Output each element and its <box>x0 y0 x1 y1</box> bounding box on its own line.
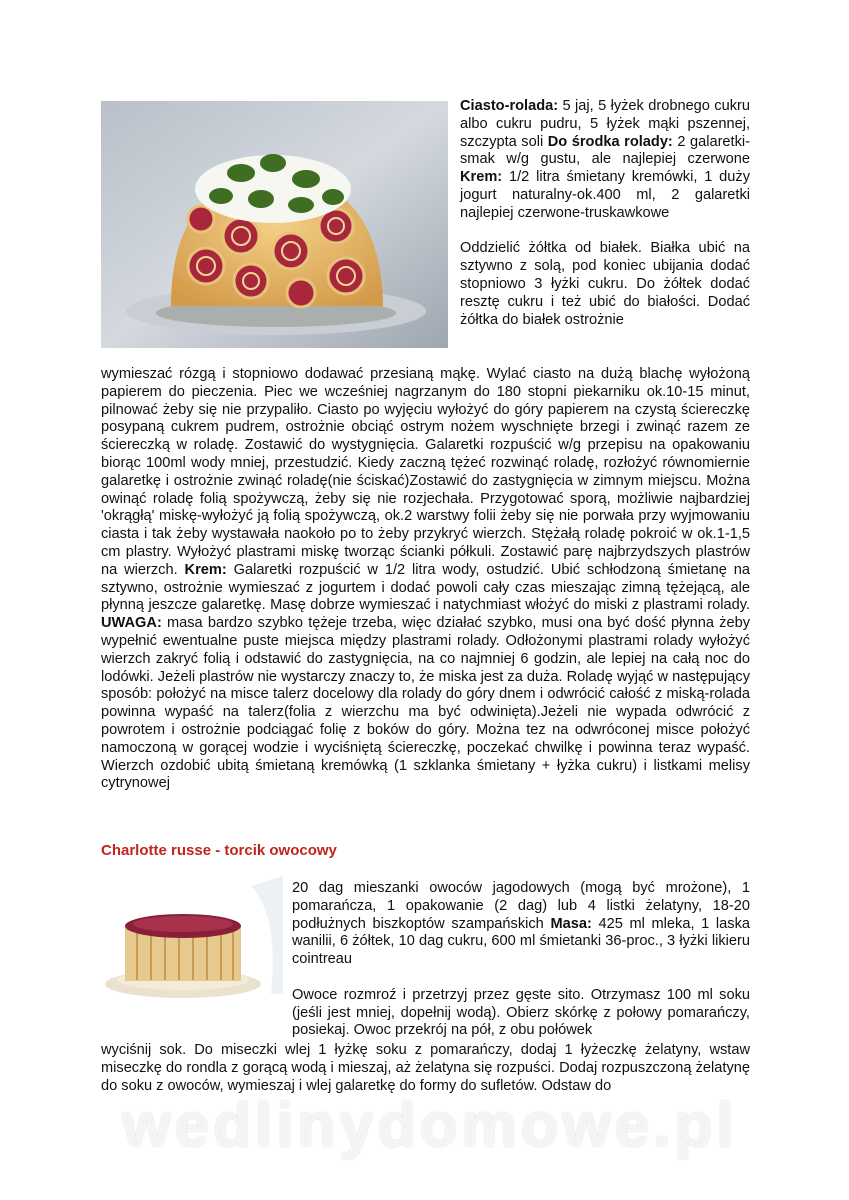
charlotte-method-start: Owoce rozmroź i przetrzyj przez gęste sito. Otrzymasz 100 ml soku (jeśli jest mniej, dopełnij wodą). Obierz skórkę z połowy pomarańczy, posiekaj. Owoc przekrój na pół, z obu połówek <box>292 986 750 1039</box>
roulade-ingredients-and-intro <box>460 98 750 329</box>
charlotte-cake-illustration <box>101 876 283 1004</box>
roulade-ingredients: Ciasto-rolada: 5 jaj, 5 łyżek drobnego cukru albo cukru pudru, 5 łyżek mąki pszennej, szczypta soli Do środka rolady: 2 galaretki-smak w/g gustu, ale najlepiej czerwone Krem: 1/2 litra śmietany kremówki, 1 duży jogurt naturalny-ok.400 ml, 2 galaretki najlepiej czerwone-truskawkowe <box>460 98 751 221</box>
warning-label: UWAGA: <box>101 615 162 632</box>
roulade-cake-illustration <box>101 101 448 348</box>
charlotte-heading: Charlotte russe - torcik owocowy <box>101 842 337 859</box>
charlotte-ingredients-and-intro <box>292 880 750 1040</box>
roulade-cake-photo <box>101 101 448 348</box>
roulade-method-start: Oddzielić żółtka od białek. Białka ubić na sztywno z solą, pod koniec ubijania dodać stopniowo 3 łyżki cukru. Do żółtek dodać resztę cukru i też ubić do białości. Dodać żółtka do białek ostrożnie <box>460 240 750 328</box>
roulade-method-continued: wymieszać rózgą i stopniowo dodawać przesianą mąkę. Wylać ciasto na dużą blachę wyłożoną papierem do pieczenia. Piec we wcześniej nagrzanym do 180 stopni piekarniku ok.10-15 minut, pilnować żeby się nie przypaliło. Ciasto po wyjęciu wyłożyć do góry papierem na czystą ściereczkę posypaną cukrem pudrem, ostrożnie obciąć ostrym nożem wyschnięte brzegi i zwinąć razem ze ściereczką w roladę. Zostawić do wystygnięcia. Galaretki rozpuścić w/g przepisu na opakowaniu biorąc 100ml wody mniej, przestudzić. Kiedy zaczną tężeć rozwinąć roladę, rozłożyć równomiernie galaretkę i ostrożnie zwinąć roladę(nie ściskać)Zostawić do zastygnięcia w zimnym miejscu. Można owinąć roladę folią spożywczą, żeby się nie rozjechała. Przygotować sporą, możliwie najbardziej 'okrągłą' miskę-wyłożyć ją folią spożywczą, ok.2 warstwy folii żeby się nie porwała przy wyjmowaniu ciasta i tak żeby wystawała naokoło po to żeby przykryć wierzch. Stężałą roladę pokroić w ok.1-1,5 cm plastry. Wyłożyć plastrami miskę tworząc ścianki półkuli. Zostawić parę najbrzydszych plastrów na wierzch. Krem: Galaretki rozpuścić w 1/2 litra wody, ostudzić. Ubić schłodzoną śmietanę na sztywno, ostrożnie wymieszać z jogurtem i dodać powoli cały czas mieszając zimną tężejącą, ale płynną jeszcze galaretkę. Masę dobrze wymieszać i natychmiast włożyć do miski z plastrami rolady. UWAGA: masa bardzo szybko tężeje trzeba, więc działać szybko, musi ona być dość płynna żeby wypełnić ewentualne puste miejsca między plastrami rolady. Odłożonymi plastrami rolady wyłożyć wierzch zakryć folią i odstawić do zastygnięcia, na co najmniej 6 godzin, ale lepiej na całą noc do lodówki. Jeżeli plastrów nie wystarczy znaczy to, że miska jest za duża. Roladę wyjąć w następujący sposób: położyć na misce talerz docelowy dla rolady do góry dnem i odwrócić całość z miską-rolada powinna wypaść na talerz(folia z wierzchu ma być odwinięta).Jeżeli nie wypada odwrócić z powrotem i ostrożnie podciągać folię z boków do góry. Można tez na odwróconej misce położyć namoczoną w gorącej wodzie i wyciśniętą ściereczkę, poczekać chwilkę i powinna teraz wypaść. Wierzch ozdobić ubitą śmietaną kremówką (1 szklanka śmietany + łyżka cukru) i listkami melisy cytrynowej <box>101 366 750 792</box>
charlotte-ingredients: 20 dag mieszanki owoców jagodowych (mogą być mrożone), 1 pomarańcza, 1 opakowanie (2 dag) lub 4 listki żelatyny, 18-20 podłużnych biszkoptów szampańskich Masa: 425 ml mleka, 1 laska wanilii, 6 żółtek, 10 dag cukru, 600 ml śmietanki 36-proc., 3 łyżki likieru cointreau <box>292 880 750 968</box>
roulade-title: Ciasto-rolada: <box>460 98 559 114</box>
charlotte-method-continued: wyciśnij sok. Do miseczki wlej 1 łyżkę soku z pomarańczy, dodaj 1 łyżeczkę żelatyny, wstaw miseczkę do rondla z gorącą wodą i mieszaj, aż żelatyna się rozpuści. Dodaj rozpuszczoną żelatynę do soku z owoców, wymieszaj i wlej galaretkę do formy do sufletów. Odstaw do <box>101 1042 750 1094</box>
charlotte-cake-photo <box>101 876 283 1004</box>
watermark: wedlinydomowe.pl <box>122 1091 738 1160</box>
